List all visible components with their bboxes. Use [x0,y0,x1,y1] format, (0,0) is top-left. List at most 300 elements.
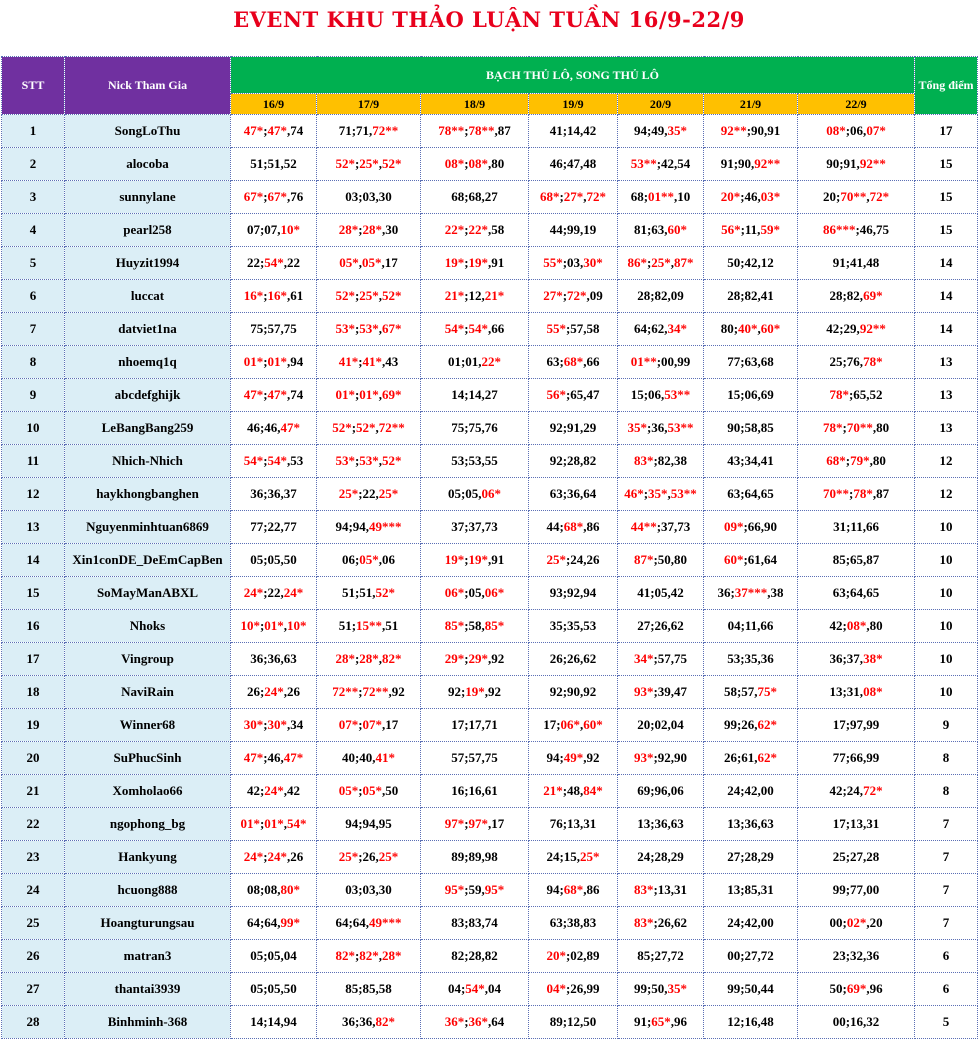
row-pick-cell: 17;97,99 [798,709,915,742]
row-pick-cell: 15;06,69 [704,379,798,412]
row-pick-cell: 04*;26,99 [529,973,618,1006]
row-pick-cell: 64;64,49*** [317,907,421,940]
row-nick: nhoemq1q [65,346,231,379]
row-pick-cell: 36;36,37 [231,478,317,511]
table-row [2,874,978,907]
row-pick-cell: 00;16,32 [798,1006,915,1039]
row-pick-cell: 25;27,28 [798,841,915,874]
row-pick-cell: 77;22,77 [231,511,317,544]
row-stt: 26 [2,940,65,973]
row-pick-cell: 05;05,50 [231,973,317,1006]
table-row [2,907,978,940]
row-pick-cell: 46*;35*,53** [618,478,704,511]
row-pick-cell: 13;85,31 [704,874,798,907]
row-nick: Vingroup [65,643,231,676]
row-pick-cell: 63;36,64 [529,478,618,511]
row-pick-cell: 85;65,87 [798,544,915,577]
header-date: 17/9 [317,94,421,115]
row-pick-cell: 05;05,06* [421,478,529,511]
row-pick-cell: 20*;02,89 [529,940,618,973]
row-pick-cell: 01*;01*,69* [317,379,421,412]
row-pick-cell: 60*;61,64 [704,544,798,577]
event-score-table [1,56,978,1039]
row-total: 15 [915,181,978,214]
table-row [2,346,978,379]
row-stt: 19 [2,709,65,742]
row-pick-cell: 91;65*,96 [618,1006,704,1039]
row-pick-cell: 46;47,48 [529,148,618,181]
row-total: 7 [915,841,978,874]
row-pick-cell: 17;13,31 [798,808,915,841]
table-row [2,940,978,973]
row-stt: 4 [2,214,65,247]
row-nick: matran3 [65,940,231,973]
row-pick-cell: 99;50,35* [618,973,704,1006]
row-pick-cell: 94;94,49*** [317,511,421,544]
row-nick: Winner68 [65,709,231,742]
row-pick-cell: 94;68*,86 [529,874,618,907]
row-pick-cell: 03;03,30 [317,181,421,214]
row-pick-cell: 41*;41*,43 [317,346,421,379]
table-row [2,544,978,577]
row-pick-cell: 25;76,78* [798,346,915,379]
row-pick-cell: 14;14,94 [231,1006,317,1039]
row-pick-cell: 86*;25*,87* [618,247,704,280]
row-pick-cell: 51;51,52 [231,148,317,181]
row-pick-cell: 63;64,65 [704,478,798,511]
row-stt: 18 [2,676,65,709]
row-pick-cell: 93;92,94 [529,577,618,610]
row-total: 8 [915,742,978,775]
row-pick-cell: 63;38,83 [529,907,618,940]
page-title: EVENT KHU THẢO LUẬN TUẦN 16/9-22/9 [233,7,745,32]
row-stt: 25 [2,907,65,940]
row-pick-cell: 35*;36,53** [618,412,704,445]
row-stt: 20 [2,742,65,775]
row-pick-cell: 92;91,29 [529,412,618,445]
row-pick-cell: 52*;52*,72** [317,412,421,445]
row-nick: alocoba [65,148,231,181]
row-pick-cell: 67*;67*,76 [231,181,317,214]
row-nick: Binhminh-368 [65,1006,231,1039]
row-pick-cell: 24;42,00 [704,775,798,808]
row-total: 14 [915,280,978,313]
row-pick-cell: 36;37,38* [798,643,915,676]
row-stt: 15 [2,577,65,610]
table-row [2,643,978,676]
row-pick-cell: 04;11,66 [704,610,798,643]
row-pick-cell: 27;28,29 [704,841,798,874]
row-stt: 6 [2,280,65,313]
header-stt: STT [2,57,65,115]
row-pick-cell: 92;19*,92 [421,676,529,709]
row-pick-cell: 12;16,48 [704,1006,798,1039]
row-stt: 23 [2,841,65,874]
table-row [2,280,978,313]
row-pick-cell: 68*;79*,80 [798,445,915,478]
row-pick-cell: 89;12,50 [529,1006,618,1039]
row-nick: hcuong888 [65,874,231,907]
row-pick-cell: 91;90,92** [704,148,798,181]
row-pick-cell: 70**;78*,87 [798,478,915,511]
header-date: 20/9 [618,94,704,115]
row-stt: 24 [2,874,65,907]
row-pick-cell: 68;01**,10 [618,181,704,214]
row-stt: 5 [2,247,65,280]
row-pick-cell: 28*;28*,30 [317,214,421,247]
row-pick-cell: 80;40*,60* [704,313,798,346]
row-pick-cell: 13;31,08* [798,676,915,709]
row-pick-cell: 42;08*,80 [798,610,915,643]
row-pick-cell: 83*;82,38 [618,445,704,478]
row-pick-cell: 25*;22,25* [317,478,421,511]
table-row [2,379,978,412]
row-total: 10 [915,643,978,676]
row-nick: Hoangturungsau [65,907,231,940]
row-total: 13 [915,379,978,412]
row-nick: abcdefghijk [65,379,231,412]
row-pick-cell: 75;75,76 [421,412,529,445]
row-pick-cell: 99;26,62* [704,709,798,742]
row-pick-cell: 40;40,41* [317,742,421,775]
row-pick-cell: 86***;46,75 [798,214,915,247]
row-pick-cell: 63;68*,66 [529,346,618,379]
row-nick: thantai3939 [65,973,231,1006]
row-nick: NaviRain [65,676,231,709]
row-pick-cell: 20;70**,72* [798,181,915,214]
row-pick-cell: 05;05,04 [231,940,317,973]
row-total: 10 [915,676,978,709]
row-stt: 3 [2,181,65,214]
row-pick-cell: 08*;08*,80 [421,148,529,181]
row-pick-cell: 50;42,12 [704,247,798,280]
row-stt: 12 [2,478,65,511]
row-pick-cell: 22*;22*,58 [421,214,529,247]
row-pick-cell: 58;57,75* [704,676,798,709]
row-pick-cell: 34*;57,75 [618,643,704,676]
row-total: 14 [915,313,978,346]
table-row [2,676,978,709]
row-pick-cell: 54*;54*,53 [231,445,317,478]
row-pick-cell: 23;32,36 [798,940,915,973]
row-total: 7 [915,907,978,940]
row-pick-cell: 05;05,50 [231,544,317,577]
row-pick-cell: 28*;28*,82* [317,643,421,676]
row-pick-cell: 85*;58,85* [421,610,529,643]
row-pick-cell: 24;42,00 [704,907,798,940]
row-pick-cell: 16*;16*,61 [231,280,317,313]
row-pick-cell: 21*;12,21* [421,280,529,313]
row-nick: ngophong_bg [65,808,231,841]
row-pick-cell: 04;54*,04 [421,973,529,1006]
table-row [2,148,978,181]
row-total: 12 [915,445,978,478]
row-pick-cell: 92;90,92 [529,676,618,709]
row-pick-cell: 93*;39,47 [618,676,704,709]
row-pick-cell: 63;64,65 [798,577,915,610]
row-pick-cell: 06*;05,06* [421,577,529,610]
row-pick-cell: 51;15**,51 [317,610,421,643]
row-pick-cell: 44;99,19 [529,214,618,247]
table-row [2,115,978,148]
row-nick: Xomholao66 [65,775,231,808]
row-pick-cell: 71;71,72** [317,115,421,148]
row-pick-cell: 09*;66,90 [704,511,798,544]
row-stt: 8 [2,346,65,379]
row-pick-cell: 53*;53*,67* [317,313,421,346]
row-stt: 1 [2,115,65,148]
row-pick-cell: 92;28,82 [529,445,618,478]
row-pick-cell: 54*;54*,66 [421,313,529,346]
row-stt: 16 [2,610,65,643]
row-pick-cell: 00;27,72 [704,940,798,973]
row-pick-cell: 01;01,22* [421,346,529,379]
row-pick-cell: 20*;46,03* [704,181,798,214]
row-pick-cell: 27;26,62 [618,610,704,643]
row-nick: LeBangBang259 [65,412,231,445]
row-total: 10 [915,511,978,544]
row-total: 7 [915,808,978,841]
row-stt: 7 [2,313,65,346]
header-date: 18/9 [421,94,529,115]
row-nick: Nhoks [65,610,231,643]
row-pick-cell: 47*;46,47* [231,742,317,775]
row-pick-cell: 28;82,69* [798,280,915,313]
row-pick-cell: 10*;01*,10* [231,610,317,643]
table-row [2,973,978,1006]
row-pick-cell: 35;35,53 [529,610,618,643]
row-pick-cell: 07;07,10* [231,214,317,247]
table-row [2,313,978,346]
row-stt: 10 [2,412,65,445]
row-pick-cell: 95*;59,95* [421,874,529,907]
header-date: 22/9 [798,94,915,115]
row-pick-cell: 43;34,41 [704,445,798,478]
row-stt: 28 [2,1006,65,1039]
row-total: 17 [915,115,978,148]
row-total: 10 [915,544,978,577]
row-stt: 21 [2,775,65,808]
row-pick-cell: 53;53,55 [421,445,529,478]
row-pick-cell: 64;62,34* [618,313,704,346]
table-row [2,412,978,445]
row-pick-cell: 57;57,75 [421,742,529,775]
row-pick-cell: 68;68,27 [421,181,529,214]
row-pick-cell: 55*;57,58 [529,313,618,346]
row-pick-cell: 24;28,29 [618,841,704,874]
row-total: 6 [915,940,978,973]
row-pick-cell: 15;06,53** [618,379,704,412]
row-pick-cell: 03;03,30 [317,874,421,907]
row-pick-cell: 28;82,09 [618,280,704,313]
row-pick-cell: 91;41,48 [798,247,915,280]
row-nick: Nhich-Nhich [65,445,231,478]
row-pick-cell: 20;02,04 [618,709,704,742]
row-nick: datviet1na [65,313,231,346]
row-pick-cell: 47*;47*,74 [231,115,317,148]
row-pick-cell: 17;06*,60* [529,709,618,742]
table-row [2,742,978,775]
header-date: 21/9 [704,94,798,115]
header-group: BẠCH THỦ LÔ, SONG THỦ LÔ [231,57,915,94]
row-nick: SuPhucSinh [65,742,231,775]
table-row [2,1006,978,1039]
row-pick-cell: 05*,05*,17 [317,247,421,280]
row-pick-cell: 52*;25*,52* [317,148,421,181]
row-pick-cell: 99;50,44 [704,973,798,1006]
header-total: Tổng điểm [915,57,978,115]
row-pick-cell: 31;11,66 [798,511,915,544]
row-pick-cell: 29*;29*,92 [421,643,529,676]
row-nick: Nguyenminhtuan6869 [65,511,231,544]
table-row [2,478,978,511]
row-pick-cell: 85;85,58 [317,973,421,1006]
row-total: 10 [915,610,978,643]
row-pick-cell: 24*;24*,26 [231,841,317,874]
row-pick-cell: 05*;05*,50 [317,775,421,808]
row-pick-cell: 00;02*,20 [798,907,915,940]
row-pick-cell: 01*;01*,94 [231,346,317,379]
row-nick: pearl258 [65,214,231,247]
row-pick-cell: 22;54*,22 [231,247,317,280]
row-total: 6 [915,973,978,1006]
table-row [2,709,978,742]
row-stt: 13 [2,511,65,544]
row-stt: 17 [2,643,65,676]
row-pick-cell: 53**;42,54 [618,148,704,181]
row-pick-cell: 72**;72**,92 [317,676,421,709]
row-pick-cell: 24;15,25* [529,841,618,874]
row-pick-cell: 44;68*,86 [529,511,618,544]
row-pick-cell: 19*;19*,91 [421,247,529,280]
row-pick-cell: 69;96,06 [618,775,704,808]
row-nick: SongLoThu [65,115,231,148]
row-pick-cell: 82;28,82 [421,940,529,973]
row-total: 14 [915,247,978,280]
row-pick-cell: 01**;00,99 [618,346,704,379]
row-pick-cell: 56*;65,47 [529,379,618,412]
row-pick-cell: 90;91,92** [798,148,915,181]
row-pick-cell: 26;24*,26 [231,676,317,709]
row-pick-cell: 42;24*,42 [231,775,317,808]
row-stt: 9 [2,379,65,412]
row-pick-cell: 44**;37,73 [618,511,704,544]
row-pick-cell: 42;24,72* [798,775,915,808]
row-pick-cell: 16;16,61 [421,775,529,808]
row-pick-cell: 17;17,71 [421,709,529,742]
row-pick-cell: 26;26,62 [529,643,618,676]
row-total: 13 [915,346,978,379]
row-total: 10 [915,577,978,610]
row-stt: 27 [2,973,65,1006]
row-pick-cell: 14;14,27 [421,379,529,412]
row-pick-cell: 47*;47*,74 [231,379,317,412]
row-pick-cell: 51;51,52* [317,577,421,610]
row-pick-cell: 13;36,63 [618,808,704,841]
row-pick-cell: 36;36,82* [317,1006,421,1039]
row-pick-cell: 26;61,62* [704,742,798,775]
row-pick-cell: 78*;70**,80 [798,412,915,445]
row-pick-cell: 46;46,47* [231,412,317,445]
row-pick-cell: 83*;13,31 [618,874,704,907]
row-pick-cell: 77;63,68 [704,346,798,379]
row-nick: haykhongbanghen [65,478,231,511]
row-pick-cell: 07*;07*,17 [317,709,421,742]
row-total: 5 [915,1006,978,1039]
row-pick-cell: 28;82,41 [704,280,798,313]
row-total: 13 [915,412,978,445]
row-pick-cell: 77;66,99 [798,742,915,775]
row-pick-cell: 94;49,35* [618,115,704,148]
row-pick-cell: 19*;19*,91 [421,544,529,577]
row-pick-cell: 99;77,00 [798,874,915,907]
table-row [2,511,978,544]
row-pick-cell: 08;08,80* [231,874,317,907]
row-pick-cell: 94;94,95 [317,808,421,841]
row-nick: Xin1conDE_DeEmCapBen [65,544,231,577]
row-pick-cell: 75;57,75 [231,313,317,346]
row-pick-cell: 41;05,42 [618,577,704,610]
row-pick-cell: 36*;36*,64 [421,1006,529,1039]
row-nick: SoMayManABXL [65,577,231,610]
row-nick: Huyzit1994 [65,247,231,280]
row-total: 8 [915,775,978,808]
row-pick-cell: 97*;97*,17 [421,808,529,841]
row-pick-cell: 25*;26,25* [317,841,421,874]
table-row [2,775,978,808]
row-pick-cell: 93*;92,90 [618,742,704,775]
row-pick-cell: 55*;03,30* [529,247,618,280]
row-pick-cell: 94;49*,92 [529,742,618,775]
row-pick-cell: 21*;48,84* [529,775,618,808]
row-pick-cell: 83;83,74 [421,907,529,940]
row-total: 15 [915,148,978,181]
row-pick-cell: 90;58,85 [704,412,798,445]
row-pick-cell: 01*;01*,54* [231,808,317,841]
row-pick-cell: 78**;78**,87 [421,115,529,148]
header-date: 19/9 [529,94,618,115]
row-pick-cell: 50;69*,96 [798,973,915,1006]
row-pick-cell: 08*;06,07* [798,115,915,148]
header-date: 16/9 [231,94,317,115]
row-pick-cell: 68*;27*,72* [529,181,618,214]
table-row [2,841,978,874]
table-row [2,577,978,610]
row-pick-cell: 92**;90,91 [704,115,798,148]
row-total: 7 [915,874,978,907]
row-pick-cell: 27*;72*,09 [529,280,618,313]
row-pick-cell: 82*;82*,28* [317,940,421,973]
row-pick-cell: 42;29,92** [798,313,915,346]
row-pick-cell: 64;64,99* [231,907,317,940]
table-row [2,247,978,280]
header-nick: Nick Tham Gia [65,57,231,115]
row-nick: Hankyung [65,841,231,874]
row-pick-cell: 13;36,63 [704,808,798,841]
row-pick-cell: 83*;26,62 [618,907,704,940]
row-total: 9 [915,709,978,742]
table-row [2,445,978,478]
row-nick: luccat [65,280,231,313]
table-row [2,214,978,247]
row-stt: 22 [2,808,65,841]
row-pick-cell: 37;37,73 [421,511,529,544]
row-pick-cell: 76;13,31 [529,808,618,841]
row-pick-cell: 78*;65,52 [798,379,915,412]
row-pick-cell: 06;05*,06 [317,544,421,577]
row-pick-cell: 89;89,98 [421,841,529,874]
row-pick-cell: 81;63,60* [618,214,704,247]
